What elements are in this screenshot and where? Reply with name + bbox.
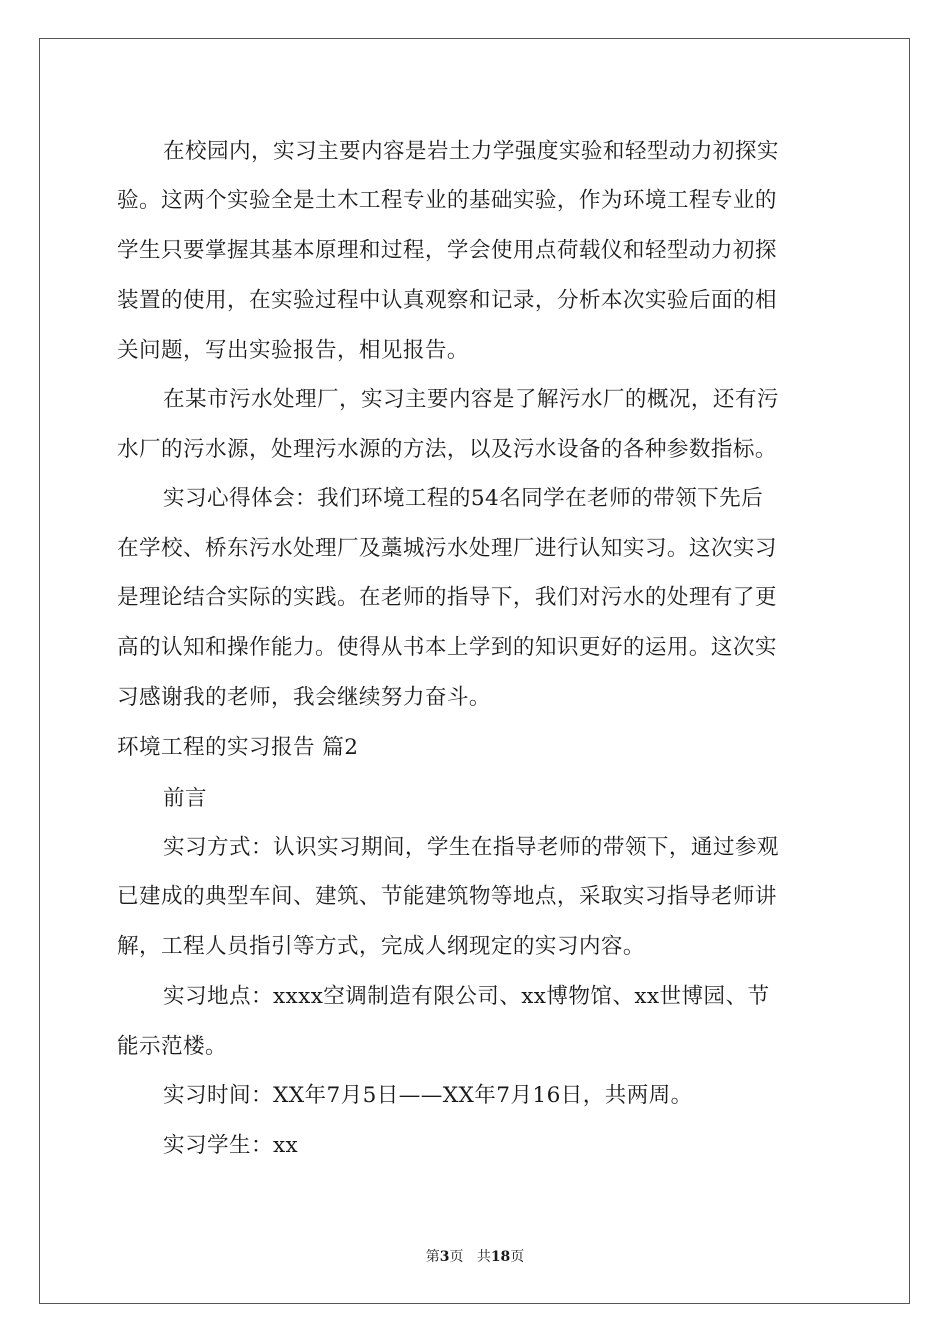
- paragraph-line: 能示范楼。: [117, 1034, 227, 1059]
- paragraph-line: 习感谢我的老师，我会继续努力奋斗。: [117, 685, 491, 710]
- total-prefix: 共: [476, 1249, 491, 1265]
- paragraph-line: 关问题，写出实验报告，相见报告。: [117, 338, 469, 363]
- total-pages: 18: [490, 1249, 511, 1265]
- paragraph-line: 在学校、桥东污水处理厂及藁城污水处理厂进行认知实习。这次实习: [117, 536, 777, 561]
- paragraph-line: 高的认知和操作能力。使得从书本上学到的知识更好的运用。这次实: [117, 635, 777, 660]
- paragraph-line: 水厂的污水源，处理污水源的方法，以及污水设备的各种参数指标。: [117, 437, 777, 462]
- page-footer: [0, 1247, 950, 1267]
- page-border: [39, 38, 910, 1304]
- paragraph-line: 装置的使用，在实验过程中认真观察和记录，分析本次实验后面的相: [117, 288, 777, 313]
- paragraph-line: 实习心得体会：我们环境工程的54名同学在老师的带领下先后: [163, 486, 764, 511]
- paragraph-line: 在某市污水处理厂，实习主要内容是了解污水厂的概况，还有污: [163, 387, 779, 412]
- page-prefix: 第: [425, 1249, 440, 1265]
- paragraph-line: 已建成的典型车间、建筑、节能建筑物等地点，采取实习指导老师讲: [117, 884, 777, 909]
- subheading-preface: 前言: [163, 786, 207, 811]
- paragraph-line: 实习方式：认识实习期间，学生在指导老师的带领下，通过参观: [163, 835, 779, 860]
- section-heading: 环境工程的实习报告 篇2: [117, 735, 359, 760]
- paragraph-line: 实习地点：xxxx空调制造有限公司、xx博物馆、xx世博园、节: [163, 984, 770, 1009]
- paragraph-line: 实习时间：XX年7月5日——XX年7月16日，共两周。: [163, 1083, 693, 1108]
- paragraph-line: 实习学生：xx: [163, 1133, 299, 1158]
- page-number: 3: [439, 1249, 450, 1265]
- paragraph-line: 验。这两个实验全是土木工程专业的基础实验，作为环境工程专业的: [117, 188, 777, 213]
- paragraph-line: 解，工程人员指引等方式，完成人纲现定的实习内容。: [117, 934, 645, 959]
- paragraph-line: 学生只要掌握其基本原理和过程，学会使用点荷载仪和轻型动力初探: [117, 238, 777, 263]
- paragraph-line: 是理论结合实际的实践。在老师的指导下，我们对污水的处理有了更: [117, 585, 777, 610]
- paragraph-line: 在校园内，实习主要内容是岩土力学强度实验和轻型动力初探实: [163, 139, 779, 164]
- page-suffix: 页: [449, 1249, 464, 1265]
- total-suffix: 页: [510, 1249, 525, 1265]
